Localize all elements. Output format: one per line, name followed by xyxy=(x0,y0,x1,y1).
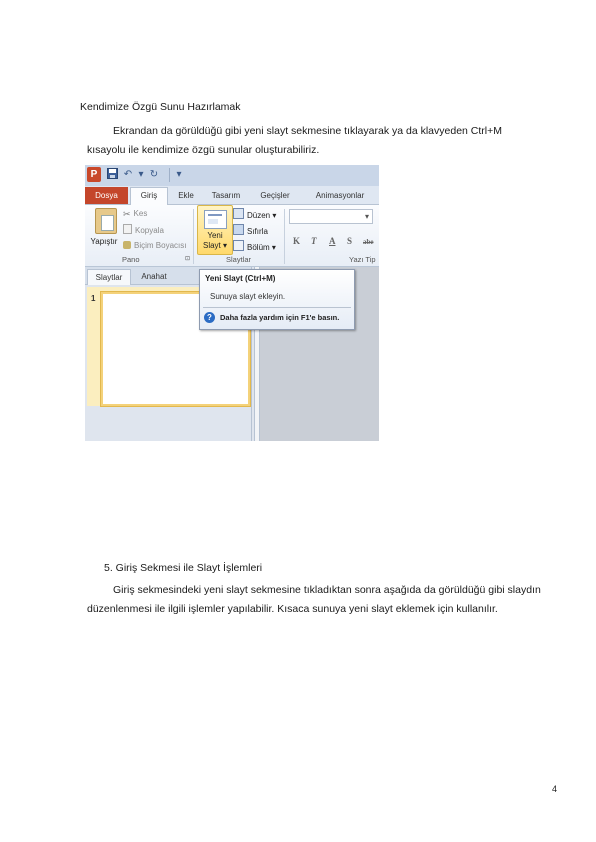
powerpoint-icon: P xyxy=(87,167,101,182)
redo-icon[interactable]: ↻ xyxy=(149,169,159,180)
tooltip-title: Yeni Slayt (Ctrl+M) xyxy=(205,274,276,283)
quick-access-separator xyxy=(169,168,170,182)
new-slide-label-line-2: Slayt ▾ xyxy=(202,241,228,250)
format-painter-label: Biçim Boyacısı xyxy=(134,241,187,250)
reset-label: Sıfırla xyxy=(247,227,268,236)
tab-anahat[interactable]: Anahat xyxy=(141,272,167,281)
ribbon xyxy=(85,205,379,267)
paste-icon xyxy=(95,208,117,234)
new-slide-label-line-1: Yeni xyxy=(207,231,223,240)
strikethrough-button[interactable]: abe xyxy=(363,238,374,246)
font-group-label: Yazı Tip xyxy=(349,255,376,264)
slide-number: 1 xyxy=(91,294,96,303)
customize-quick-access-icon[interactable]: ▾ xyxy=(176,169,182,180)
title-bar xyxy=(85,165,379,187)
slides-group-label: Slaytlar xyxy=(226,255,252,264)
section-icon xyxy=(233,240,244,251)
copy-icon xyxy=(123,224,132,234)
new-slide-button[interactable] xyxy=(197,205,233,255)
tab-slaytlar[interactable]: Slaytlar xyxy=(87,269,131,285)
bold-button[interactable]: K xyxy=(293,236,301,246)
format-painter-button[interactable] xyxy=(123,240,186,251)
ribbon-tabs xyxy=(85,186,379,205)
reset-icon xyxy=(233,224,244,235)
clipboard-group-label: Pano xyxy=(122,255,140,264)
tooltip-separator xyxy=(203,307,351,308)
tab-animasyonlar[interactable]: Animasyonlar xyxy=(315,191,365,200)
copy-label: Kopyala xyxy=(135,226,164,235)
tab-ekle[interactable]: Ekle xyxy=(178,191,194,200)
reset-button[interactable] xyxy=(233,224,268,237)
paste-label: Yapıştır xyxy=(90,237,118,246)
save-icon[interactable] xyxy=(106,168,118,182)
paragraph-1-line-2: kısayolu ile kendimize özgü sunular oluşturabiliriz. xyxy=(87,144,320,156)
paragraph-2-line-1: Giriş sekmesindeki yeni slayt sekmesine tıkladıktan sonra aşağıda da görüldüğü gibi slaydın xyxy=(113,584,541,596)
tab-dosya[interactable]: Dosya xyxy=(85,187,128,204)
page-number: 4 xyxy=(552,784,558,794)
group-separator xyxy=(193,209,194,264)
layout-label: Düzen ▾ xyxy=(247,211,277,220)
tab-tasarim[interactable]: Tasarım xyxy=(211,191,241,200)
paragraph-1-line-1: Ekrandan da görüldüğü gibi yeni slayt sekmesine tıklayarak ya da klavyeden Ctrl+M xyxy=(113,125,502,137)
help-icon: ? xyxy=(204,312,215,323)
tab-gecisler[interactable]: Geçişler xyxy=(260,191,290,200)
group-separator-2 xyxy=(284,209,285,264)
chevron-down-icon: ▾ xyxy=(364,212,369,221)
paragraph-2-line-2: düzenlenmesi ile ilgili işlemler yapılabilir. Kısaca sunuya yeni slayt eklemek için kullanılır. xyxy=(87,603,498,615)
tab-giris[interactable]: Giriş xyxy=(130,187,168,205)
shadow-button[interactable]: S xyxy=(347,236,353,246)
cut-button[interactable] xyxy=(123,208,147,219)
underline-button[interactable]: A xyxy=(329,236,336,246)
undo-icon[interactable]: ↶ xyxy=(123,169,133,180)
undo-dropdown-icon[interactable]: ▾ xyxy=(138,169,144,180)
paste-button[interactable] xyxy=(87,205,121,253)
section-label: Bölüm ▾ xyxy=(247,243,276,252)
copy-button[interactable] xyxy=(123,224,164,236)
new-slide-tooltip xyxy=(199,269,355,330)
layout-button[interactable] xyxy=(233,208,276,221)
brush-icon xyxy=(123,241,131,249)
new-slide-icon xyxy=(204,210,227,229)
scissors-icon: ✂ xyxy=(123,209,131,219)
powerpoint-screenshot xyxy=(85,165,379,441)
cut-label: Kes xyxy=(133,209,148,218)
tooltip-description: Sunuya slayt ekleyin. xyxy=(210,292,286,301)
italic-button[interactable]: T xyxy=(311,236,317,246)
tooltip-help-text: Daha fazla yardım için F1'e basın. xyxy=(220,313,340,322)
document-heading: Kendimize Özgü Sunu Hazırlamak xyxy=(80,101,241,113)
clipboard-launcher-icon[interactable]: ⊡ xyxy=(185,256,191,262)
section-title: 5. Giriş Sekmesi ile Slayt İşlemleri xyxy=(104,562,263,574)
font-name-dropdown[interactable] xyxy=(289,209,373,224)
section-button[interactable] xyxy=(233,240,276,253)
layout-icon xyxy=(233,208,244,219)
